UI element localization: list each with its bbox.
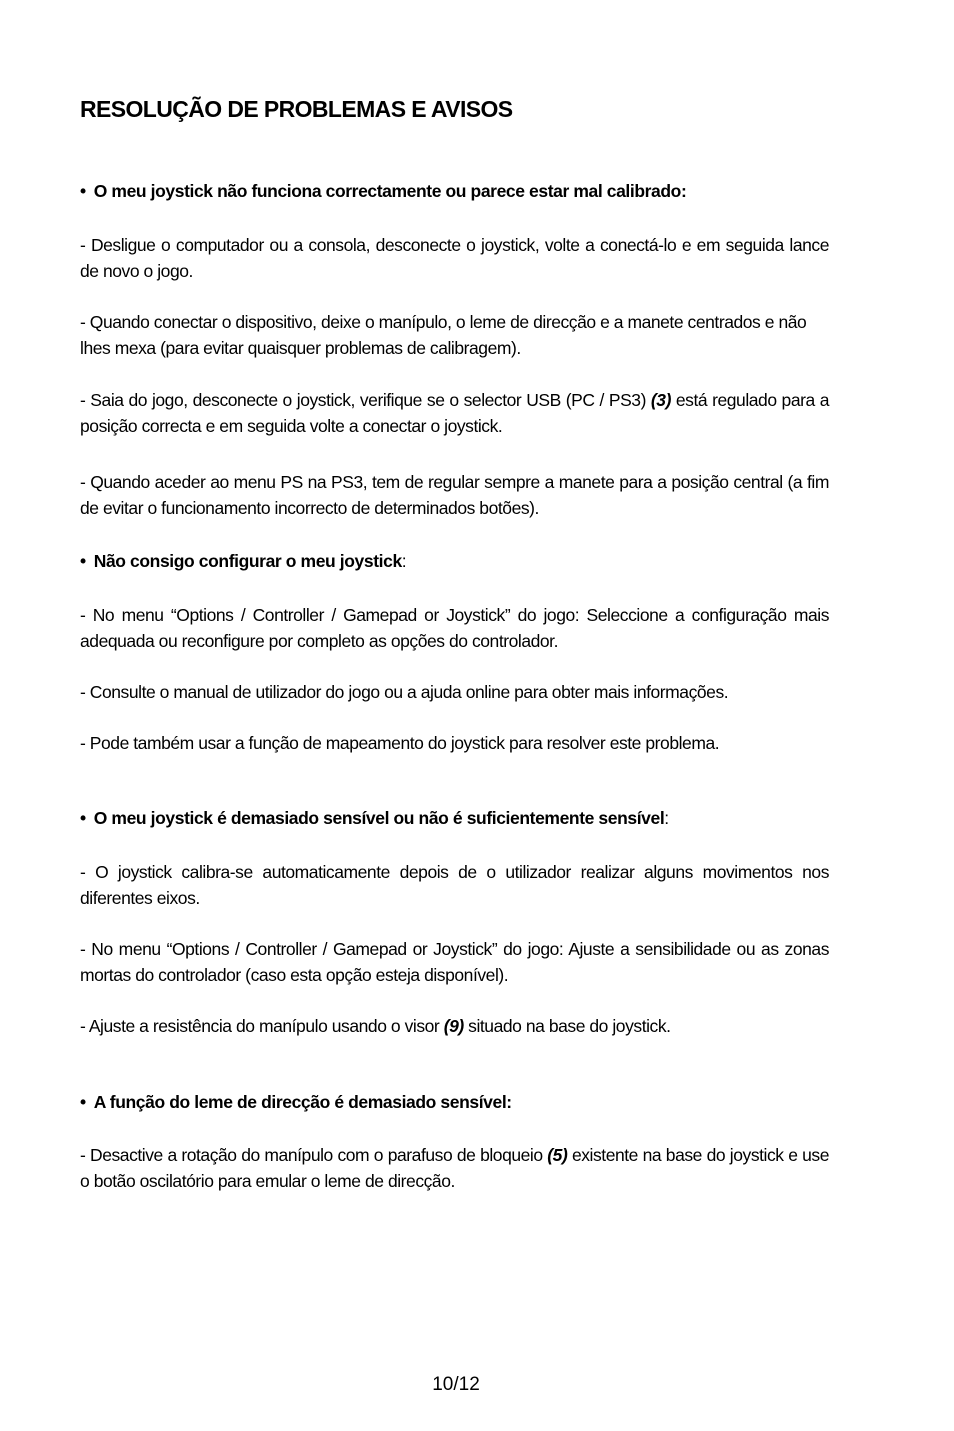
paragraph [80,387,829,439]
heading-text: A função do leme de direcção é demasiado sensível: [93,1092,512,1112]
heading-tail: : [401,551,407,571]
paragraph-text: - Ajuste a resistência do manípulo usando o visor [80,1016,444,1036]
section-heading-configuration [80,551,840,572]
paragraph: - O joystick calibra-se automaticamente depois de o utilizador realizar alguns movimentos nos diferentes eixos. [80,862,829,908]
page-title: RESOLUÇÃO DE PROBLEMAS E AVISOS [80,96,513,122]
paragraph [80,1142,829,1194]
heading-text: O meu joystick é demasiado sensível ou não é suficientemente sensível [93,808,665,828]
heading-text: O meu joystick não funciona correctamente ou parece estar mal calibrado: [93,181,687,201]
paragraph-text: existente na base do joystick e use o botão oscilatório para emular o leme de direcção. [80,1145,829,1191]
section-heading-rudder [80,1092,840,1113]
paragraph-text: - Saia do jogo, desconecte o joystick, verifique se o selector USB (PC / PS3) [80,390,651,410]
paragraph: - Quando conectar o dispositivo, deixe o manípulo, o leme de direcção e a manete centrados e não lhes mexa (para evitar quaisquer problemas de calibragem). [80,312,807,358]
page-number: 10/12 [432,1374,480,1395]
part-reference: (9) [443,1016,464,1036]
paragraph: - Desligue o computador ou a consola, desconecte o joystick, volte a conectá-lo e em seguida lance de novo o jogo. [80,235,829,281]
bullet: • [80,551,86,571]
part-reference: (3) [650,390,671,410]
paragraph-text: está regulado para a posição correcta e em seguida volte a conectar o joystick. [80,390,829,436]
part-reference: (5) [547,1145,568,1165]
paragraph: - No menu “Options / Controller / Gamepad or Joystick” do jogo: Ajuste a sensibilidade ou as zonas mortas do controlador (caso esta opção esteja disponível). [80,939,829,985]
section-heading-sensitivity [80,808,840,829]
paragraph [80,1013,829,1039]
paragraph-text: situado na base do joystick. [463,1016,671,1036]
paragraph: - No menu “Options / Controller / Gamepad or Joystick” do jogo: Seleccione a configuração mais adequada ou reconfigure por completo as opções do controlador. [80,605,829,651]
paragraph: - Quando aceder ao menu PS na PS3, tem de regular sempre a manete para a posição central (a fim de evitar o funcionamento incorrecto de determinados botões). [80,472,829,518]
bullet: • [80,181,86,201]
bullet: • [80,1092,86,1112]
paragraph-text: - Desactive a rotação do manípulo com o parafuso de bloqueio [80,1145,548,1165]
bullet: • [80,808,86,828]
heading-tail: : [664,808,669,828]
heading-text: Não consigo configurar o meu joystick [93,551,402,571]
paragraph: - Consulte o manual de utilizador do jogo ou a ajuda online para obter mais informações. [80,682,729,702]
section-heading-calibration [80,181,840,202]
paragraph: - Pode também usar a função de mapeamento do joystick para resolver este problema. [80,733,720,753]
